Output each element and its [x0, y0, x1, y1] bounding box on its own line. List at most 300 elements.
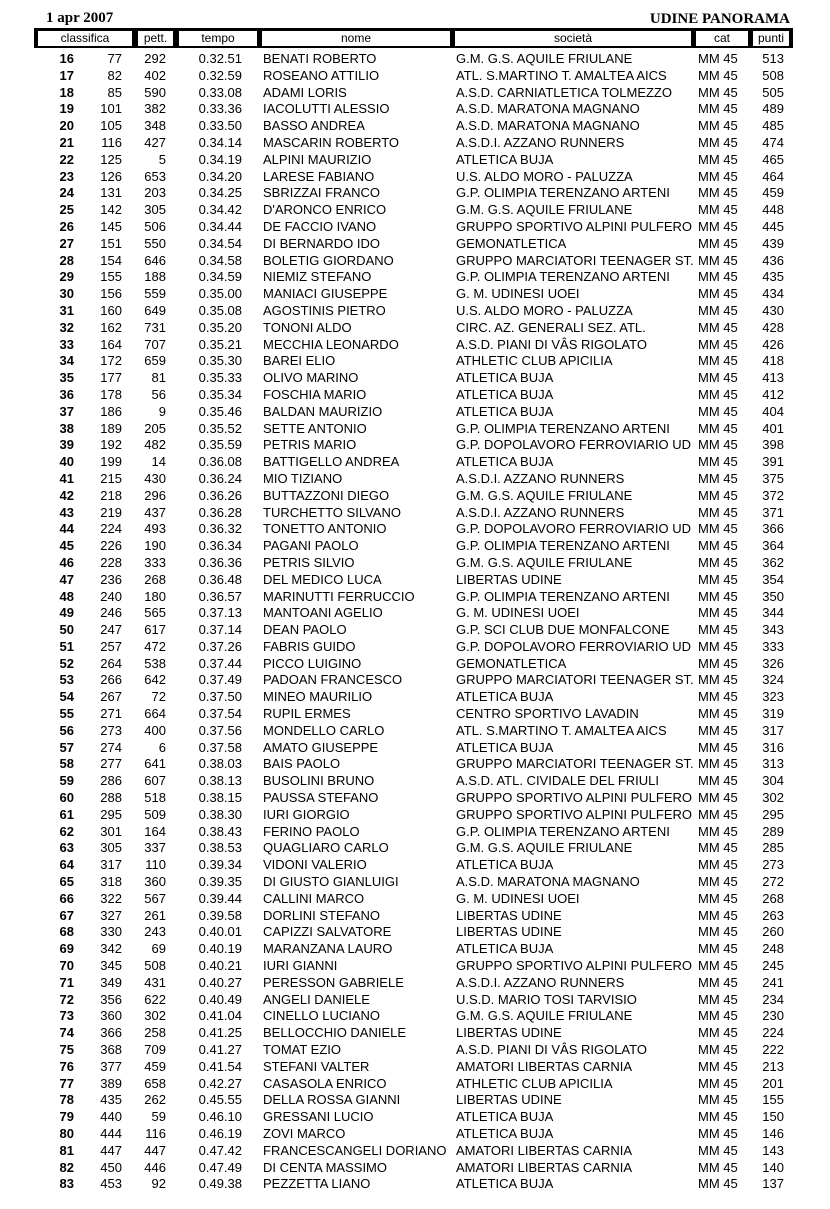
table-row: [0, 68, 830, 85]
rank: 56: [59, 722, 74, 738]
overall-position: 77: [107, 51, 122, 66]
category: MM 45: [698, 706, 738, 722]
overall-position: 160: [100, 302, 122, 318]
overall-position: 189: [100, 420, 122, 436]
overall-position: 377: [100, 1058, 122, 1074]
bib-number: 731: [144, 319, 166, 335]
bib-number: 110: [145, 857, 166, 873]
overall-position: 266: [100, 672, 122, 688]
club: G.M. G.S. AQUILE FRIULANE: [456, 51, 633, 66]
points: 366: [762, 521, 784, 537]
athlete-name: DEAN PAOLO: [263, 622, 347, 638]
rank: 77: [59, 1075, 74, 1091]
category: MM 45: [698, 235, 738, 251]
points: 222: [762, 1042, 784, 1058]
bib-number: 658: [144, 1075, 166, 1091]
club: GEMONATLETICA: [456, 655, 567, 671]
club: A.S.D.I. AZZANO RUNNERS: [456, 134, 625, 150]
col-header-cat: cat: [696, 31, 748, 46]
rank: 67: [59, 907, 74, 923]
rank: 16: [59, 51, 74, 66]
athlete-name: ADAMI LORIS: [263, 84, 347, 100]
bib-number: 400: [144, 722, 166, 738]
bib-number: 659: [144, 353, 166, 369]
bib-number: 81: [151, 370, 166, 386]
col-header-tempo: tempo: [179, 31, 257, 46]
table-row: [0, 471, 830, 488]
rank: 47: [59, 571, 74, 587]
time: 0.37.13: [198, 605, 242, 621]
points: 362: [762, 554, 784, 570]
time: 0.40.21: [198, 958, 242, 974]
athlete-name: DI CENTA MASSIMO: [263, 1159, 387, 1175]
bib-number: 92: [151, 1176, 166, 1192]
rank: 74: [59, 1025, 74, 1041]
time: 0.40.27: [198, 974, 242, 990]
table-row: [0, 51, 830, 68]
table-row: [0, 773, 830, 790]
overall-position: 368: [100, 1042, 122, 1058]
rank: 62: [59, 823, 74, 839]
bib-number: 302: [144, 1008, 166, 1024]
points: 391: [762, 454, 784, 470]
table-row: [0, 1076, 830, 1093]
rank: 72: [59, 991, 74, 1007]
club: ATLETICA BUJA: [456, 739, 554, 755]
points: 146: [762, 1126, 784, 1141]
overall-position: 199: [100, 454, 122, 470]
athlete-name: MECCHIA LEONARDO: [263, 336, 399, 352]
rank: 34: [59, 353, 74, 369]
rank: 21: [59, 134, 74, 150]
overall-position: 85: [107, 84, 122, 100]
category: MM 45: [698, 571, 738, 587]
club: A.S.D. PIANI DI VÂS RIGOLATO: [456, 1042, 647, 1058]
overall-position: 177: [100, 370, 122, 386]
club: GRUPPO MARCIATORI TEENAGER ST.: [456, 672, 694, 688]
rank: 26: [59, 218, 74, 234]
time: 0.37.49: [198, 672, 242, 688]
athlete-name: BENATI ROBERTO: [263, 51, 377, 66]
time: 0.40.49: [198, 991, 242, 1007]
time: 0.36.36: [198, 554, 242, 570]
category: MM 45: [698, 403, 738, 419]
bib-number: 203: [144, 185, 166, 201]
bib-number: 348: [144, 118, 166, 134]
rank: 65: [59, 874, 74, 890]
bib-number: 72: [151, 689, 166, 705]
points: 448: [762, 202, 784, 218]
points: 263: [762, 907, 784, 923]
rank: 73: [59, 1008, 74, 1024]
points: 418: [762, 353, 784, 369]
overall-position: 247: [100, 622, 122, 638]
category: MM 45: [698, 941, 738, 957]
bib-number: 707: [144, 336, 166, 352]
points: 474: [762, 134, 784, 150]
club: AMATORI LIBERTAS CARNIA: [456, 1058, 633, 1074]
bib-number: 430: [144, 470, 166, 486]
table-row: [0, 572, 830, 589]
overall-position: 172: [100, 353, 122, 369]
time: 0.41.04: [198, 1008, 242, 1024]
bib-number: 14: [151, 454, 166, 470]
rank: 71: [59, 974, 74, 990]
athlete-name: QUAGLIARO CARLO: [263, 840, 389, 856]
overall-position: 277: [100, 756, 122, 772]
table-row: [0, 135, 830, 152]
athlete-name: DI BERNARDO IDO: [263, 235, 381, 251]
time: 0.32.59: [198, 67, 242, 83]
points: 459: [762, 185, 784, 201]
athlete-name: TOMAT EZIO: [263, 1042, 342, 1058]
athlete-name: LARESE FABIANO: [263, 168, 375, 184]
time: 0.32.51: [198, 51, 242, 66]
time: 0.33.08: [198, 84, 242, 100]
category: MM 45: [698, 1092, 738, 1108]
overall-position: 366: [100, 1025, 122, 1041]
club: G.P. OLIMPIA TERENZANO ARTENI: [456, 538, 670, 554]
points: 350: [762, 588, 784, 604]
overall-position: 215: [100, 470, 122, 486]
rank: 43: [59, 504, 74, 520]
bib-number: 116: [145, 1126, 166, 1141]
athlete-name: PETRIS SILVIO: [263, 554, 355, 570]
points: 245: [762, 958, 784, 974]
overall-position: 450: [100, 1159, 122, 1175]
bib-number: 649: [144, 302, 166, 318]
rank: 27: [59, 235, 74, 251]
category: MM 45: [698, 655, 738, 671]
points: 295: [762, 806, 784, 822]
category: MM 45: [698, 67, 738, 83]
time: 0.37.56: [198, 722, 242, 738]
category: MM 45: [698, 588, 738, 604]
overall-position: 273: [100, 722, 122, 738]
category: MM 45: [698, 1075, 738, 1091]
athlete-name: MASCARIN ROBERTO: [263, 134, 400, 150]
bib-number: 653: [144, 168, 166, 184]
bib-number: 258: [144, 1025, 166, 1041]
points: 513: [762, 51, 784, 66]
points: 430: [762, 302, 784, 318]
category: MM 45: [698, 437, 738, 453]
club: U.S.D. MARIO TOSI TARVISIO: [456, 991, 637, 1007]
bib-number: 296: [144, 487, 166, 503]
bib-number: 506: [144, 218, 166, 234]
time: 0.34.14: [198, 134, 242, 150]
points: 248: [762, 941, 784, 957]
overall-position: 186: [100, 403, 122, 419]
points: 260: [762, 924, 784, 940]
time: 0.35.46: [198, 403, 242, 419]
club: U.S. ALDO MORO - PALUZZA: [456, 168, 633, 184]
table-row: [0, 1008, 830, 1025]
bib-number: 268: [144, 571, 166, 587]
points: 201: [762, 1075, 784, 1091]
athlete-name: MARINUTTI FERRUCCIO: [263, 588, 415, 604]
points: 230: [762, 1008, 784, 1024]
table-row: [0, 353, 830, 370]
athlete-name: PERESSON GABRIELE: [263, 974, 404, 990]
athlete-name: VIDONI VALERIO: [263, 857, 367, 873]
club: A.S.D. MARATONA MAGNANO: [456, 101, 640, 117]
table-row: [0, 152, 830, 169]
overall-position: 435: [100, 1092, 122, 1108]
points: 343: [762, 622, 784, 638]
overall-position: 224: [100, 521, 122, 537]
time: 0.49.38: [198, 1176, 242, 1192]
club: G.M. G.S. AQUILE FRIULANE: [456, 554, 633, 570]
overall-position: 389: [100, 1075, 122, 1091]
category: MM 45: [698, 521, 738, 537]
overall-position: 236: [100, 571, 122, 587]
club: GRUPPO MARCIATORI TEENAGER ST.: [456, 252, 694, 268]
rank: 64: [59, 857, 74, 873]
table-row: [0, 1176, 830, 1193]
rank: 70: [59, 958, 74, 974]
time: 0.35.59: [198, 437, 242, 453]
overall-position: 156: [100, 286, 122, 302]
table-row: [0, 269, 830, 286]
category: MM 45: [698, 454, 738, 470]
table-row: [0, 1126, 830, 1143]
bib-number: 292: [144, 51, 166, 66]
time: 0.46.10: [198, 1109, 242, 1125]
points: 426: [762, 336, 784, 352]
athlete-name: FRANCESCANGELI DORIANO: [263, 1142, 447, 1158]
points: 273: [762, 857, 784, 873]
club: ATLETICA BUJA: [456, 1126, 554, 1141]
bib-number: 567: [144, 890, 166, 906]
bib-number: 709: [144, 1042, 166, 1058]
table-row: [0, 1059, 830, 1076]
time: 0.34.44: [198, 218, 242, 234]
rank: 48: [59, 588, 74, 604]
bib-number: 508: [144, 958, 166, 974]
time: 0.40.19: [198, 941, 242, 957]
points: 333: [762, 638, 784, 654]
time: 0.34.59: [198, 269, 242, 285]
overall-position: 105: [100, 118, 122, 134]
athlete-name: MANTOANI AGELIO: [263, 605, 383, 621]
points: 224: [762, 1025, 784, 1041]
rank: 40: [59, 454, 74, 470]
time: 0.42.27: [198, 1075, 242, 1091]
athlete-name: SETTE ANTONIO: [263, 420, 367, 436]
rank: 39: [59, 437, 74, 453]
table-row: [0, 756, 830, 773]
overall-position: 192: [100, 437, 122, 453]
time: 0.38.13: [198, 773, 242, 789]
points: 508: [762, 67, 784, 83]
overall-position: 219: [100, 504, 122, 520]
points: 150: [762, 1109, 784, 1125]
rank: 24: [59, 185, 74, 201]
bib-number: 164: [144, 823, 166, 839]
rank: 32: [59, 319, 74, 335]
athlete-name: IURI GIANNI: [263, 958, 338, 974]
bib-number: 243: [144, 924, 166, 940]
category: MM 45: [698, 168, 738, 184]
club: A.S.D. ATL. CIVIDALE DEL FRIULI: [456, 773, 660, 789]
athlete-name: ALPINI MAURIZIO: [263, 151, 372, 167]
athlete-name: FOSCHIA MARIO: [263, 386, 367, 402]
time: 0.47.49: [198, 1159, 242, 1175]
category: MM 45: [698, 420, 738, 436]
category: MM 45: [698, 1126, 738, 1141]
rank: 69: [59, 941, 74, 957]
rank: 28: [59, 252, 74, 268]
category: MM 45: [698, 1176, 738, 1192]
overall-position: 164: [100, 336, 122, 352]
table-row: [0, 505, 830, 522]
overall-position: 295: [100, 806, 122, 822]
category: MM 45: [698, 134, 738, 150]
overall-position: 116: [101, 134, 122, 150]
time: 0.33.36: [198, 101, 242, 117]
category: MM 45: [698, 386, 738, 402]
points: 316: [762, 739, 784, 755]
club: GRUPPO SPORTIVO ALPINI PULFERO: [456, 218, 692, 234]
overall-position: 356: [100, 991, 122, 1007]
category: MM 45: [698, 958, 738, 974]
bib-number: 622: [144, 991, 166, 1007]
overall-position: 142: [100, 202, 122, 218]
overall-position: 267: [100, 689, 122, 705]
athlete-name: SBRIZZAI FRANCO: [263, 185, 381, 201]
time: 0.37.44: [198, 655, 242, 671]
bib-number: 493: [144, 521, 166, 537]
points: 364: [762, 538, 784, 554]
points: 323: [762, 689, 784, 705]
club: ATHLETIC CLUB APICILIA: [456, 353, 613, 369]
table-row: [0, 622, 830, 639]
time: 0.34.58: [198, 252, 242, 268]
time: 0.40.01: [198, 924, 242, 940]
overall-position: 257: [100, 638, 122, 654]
points: 140: [762, 1159, 784, 1175]
rank: 19: [59, 101, 74, 117]
table-row: [0, 908, 830, 925]
rank: 50: [59, 622, 74, 638]
rank: 76: [59, 1058, 74, 1074]
time: 0.38.15: [198, 790, 242, 806]
category: MM 45: [698, 974, 738, 990]
points: 241: [762, 974, 784, 990]
rank: 49: [59, 605, 74, 621]
bib-number: 447: [144, 1142, 166, 1158]
points: 401: [762, 420, 784, 436]
bib-number: 333: [144, 554, 166, 570]
athlete-name: PAUSSA STEFANO: [263, 790, 379, 806]
club: G.P. OLIMPIA TERENZANO ARTENI: [456, 420, 670, 436]
athlete-name: PETRIS MARIO: [263, 437, 357, 453]
points: 398: [762, 437, 784, 453]
category: MM 45: [698, 857, 738, 873]
club: ATLETICA BUJA: [456, 151, 554, 167]
table-row: [0, 1042, 830, 1059]
points: 445: [762, 218, 784, 234]
time: 0.35.30: [198, 353, 242, 369]
club: G.P. OLIMPIA TERENZANO ARTENI: [456, 185, 670, 201]
time: 0.36.48: [198, 571, 242, 587]
table-row: [0, 689, 830, 706]
club: A.S.D.I. AZZANO RUNNERS: [456, 470, 625, 486]
time: 0.36.32: [198, 521, 242, 537]
rank: 18: [59, 84, 74, 100]
overall-position: 125: [100, 151, 122, 167]
club: GRUPPO SPORTIVO ALPINI PULFERO: [456, 958, 692, 974]
club: G.M. G.S. AQUILE FRIULANE: [456, 1008, 633, 1024]
athlete-name: AGOSTINIS PIETRO: [263, 302, 386, 318]
points: 375: [762, 470, 784, 486]
athlete-name: STEFANI VALTER: [263, 1058, 370, 1074]
category: MM 45: [698, 1142, 738, 1158]
overall-position: 317: [100, 857, 122, 873]
time: 0.35.08: [198, 302, 242, 318]
overall-position: 162: [100, 319, 122, 335]
athlete-name: DELLA ROSSA GIANNI: [263, 1092, 401, 1108]
points: 436: [762, 252, 784, 268]
bib-number: 641: [144, 756, 166, 772]
points: 434: [762, 286, 784, 302]
category: MM 45: [698, 370, 738, 386]
bib-number: 6: [158, 739, 166, 755]
club: ATHLETIC CLUB APICILIA: [456, 1075, 613, 1091]
category: MM 45: [698, 605, 738, 621]
club: G.M. G.S. AQUILE FRIULANE: [456, 840, 633, 856]
table-row: [0, 1109, 830, 1126]
category: MM 45: [698, 538, 738, 554]
table-row: [0, 337, 830, 354]
club: ATLETICA BUJA: [456, 454, 554, 470]
athlete-name: DEL MEDICO LUCA: [263, 571, 382, 587]
bib-number: 607: [144, 773, 166, 789]
category: MM 45: [698, 487, 738, 503]
bib-number: 472: [144, 638, 166, 654]
table-row: [0, 824, 830, 841]
time: 0.36.26: [198, 487, 242, 503]
athlete-name: DORLINI STEFANO: [263, 907, 381, 923]
table-row: [0, 992, 830, 1009]
club: A.S.D. CARNIATLETICA TOLMEZZO: [456, 84, 672, 100]
rank: 46: [59, 554, 74, 570]
points: 435: [762, 269, 784, 285]
overall-position: 271: [100, 706, 122, 722]
points: 317: [762, 722, 784, 738]
points: 326: [762, 655, 784, 671]
overall-position: 444: [100, 1126, 122, 1141]
overall-position: 145: [100, 218, 122, 234]
overall-position: 101: [100, 101, 122, 117]
time: 0.35.20: [198, 319, 242, 335]
rank: 41: [59, 470, 74, 486]
bib-number: 59: [151, 1109, 166, 1125]
bib-number: 382: [144, 101, 166, 117]
category: MM 45: [698, 890, 738, 906]
club: U.S. ALDO MORO - PALUZZA: [456, 302, 633, 318]
athlete-name: BOLETIG GIORDANO: [263, 252, 394, 268]
bib-number: 427: [144, 134, 166, 150]
overall-position: 327: [100, 907, 122, 923]
time: 0.37.58: [198, 739, 242, 755]
club: ATL. S.MARTINO T. AMALTEA AICS: [456, 722, 667, 738]
rank: 60: [59, 790, 74, 806]
category: MM 45: [698, 218, 738, 234]
club: G.P. DOPOLAVORO FERROVIARIO UD: [456, 638, 692, 654]
bib-number: 664: [144, 706, 166, 722]
